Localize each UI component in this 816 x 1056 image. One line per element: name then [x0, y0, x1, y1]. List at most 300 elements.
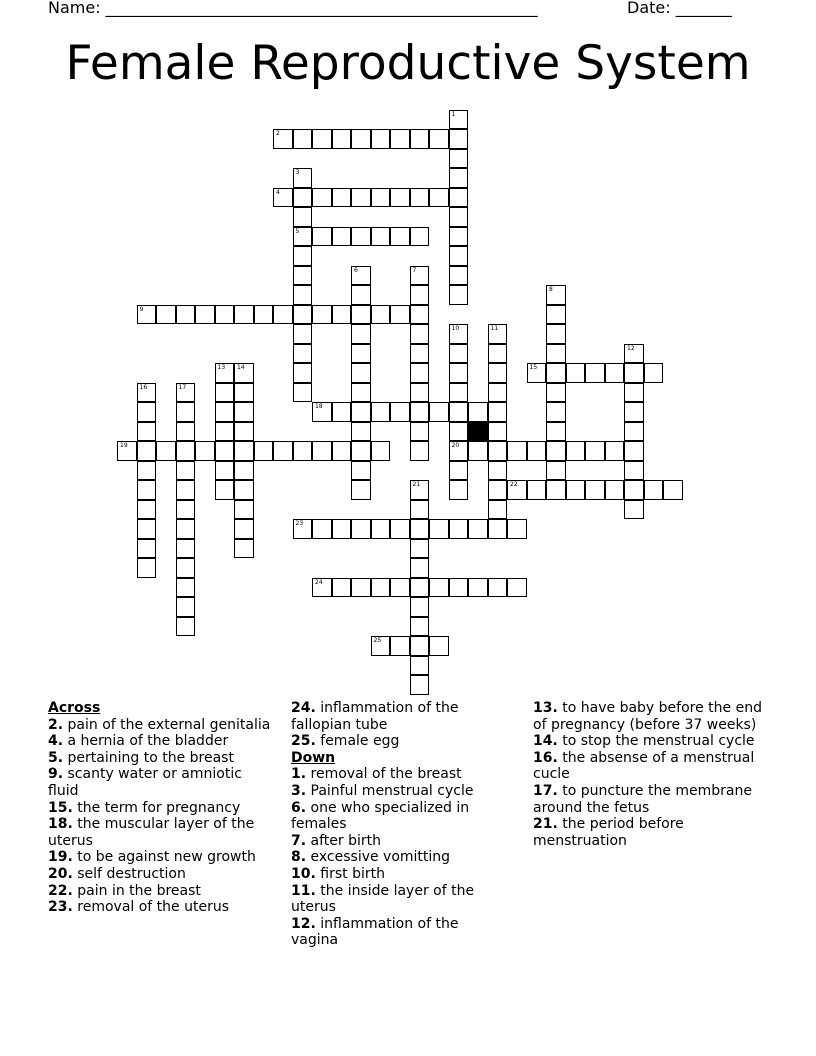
grid-cell[interactable]	[137, 383, 157, 403]
clue-number: 24.	[291, 700, 316, 716]
grid-cell[interactable]	[332, 519, 352, 539]
grid-cell[interactable]	[215, 402, 235, 422]
grid-cell[interactable]	[488, 383, 508, 403]
grid-cell[interactable]	[605, 363, 625, 383]
grid-cell[interactable]	[215, 422, 235, 442]
grid-cell[interactable]	[176, 461, 196, 481]
grid-cell[interactable]	[410, 480, 430, 500]
clue-number: 18.	[48, 816, 73, 833]
grid-cell[interactable]	[234, 461, 254, 481]
grid-cell[interactable]	[449, 344, 469, 364]
grid-cell[interactable]	[332, 188, 352, 208]
grid-cell[interactable]	[410, 500, 430, 520]
clue-item	[533, 733, 773, 750]
grid-cell[interactable]	[468, 578, 488, 598]
grid-cell[interactable]	[624, 461, 644, 481]
grid-cell[interactable]	[351, 285, 371, 305]
grid-cell[interactable]	[449, 149, 469, 169]
grid-cell[interactable]	[449, 578, 469, 598]
grid-cell[interactable]	[449, 285, 469, 305]
grid-cell[interactable]	[137, 500, 157, 520]
grid-cell[interactable]	[137, 422, 157, 442]
grid-cell[interactable]	[293, 266, 313, 286]
grid-cell[interactable]	[293, 441, 313, 461]
grid-cell[interactable]	[449, 441, 469, 461]
clue-number: 12.	[291, 915, 316, 932]
grid-cell[interactable]	[449, 266, 469, 286]
grid-cell[interactable]	[449, 246, 469, 266]
grid-cell[interactable]	[488, 519, 508, 539]
grid-cell[interactable]	[176, 539, 196, 559]
grid-cell[interactable]	[332, 305, 352, 325]
grid-cell[interactable]	[137, 519, 157, 539]
grid-cell[interactable]	[351, 480, 371, 500]
grid-cell[interactable]	[371, 636, 391, 656]
cell-number: 13	[217, 364, 226, 371]
grid-cell[interactable]	[176, 441, 196, 461]
grid-cell[interactable]	[410, 227, 430, 247]
clue-number: 16.	[533, 749, 558, 766]
grid-cell[interactable]	[449, 188, 469, 208]
grid-cell[interactable]	[624, 383, 644, 403]
grid-cell[interactable]	[351, 324, 371, 344]
grid-cell[interactable]	[566, 480, 586, 500]
grid-cell[interactable]	[371, 578, 391, 598]
grid-cell[interactable]	[195, 305, 215, 325]
clue-item	[48, 733, 276, 750]
clue-number: 6.	[291, 799, 307, 816]
grid-cell[interactable]	[176, 305, 196, 325]
grid-cell[interactable]	[234, 422, 254, 442]
grid-cell[interactable]	[332, 578, 352, 598]
grid-cell[interactable]	[488, 422, 508, 442]
grid-cell[interactable]	[546, 422, 566, 442]
grid-cell[interactable]	[566, 441, 586, 461]
grid-cell[interactable]	[332, 441, 352, 461]
clue-number: 13.	[533, 700, 558, 716]
grid-cell[interactable]	[312, 188, 332, 208]
grid-cell[interactable]	[527, 363, 547, 383]
grid-cell[interactable]	[390, 578, 410, 598]
cell-number: 8	[549, 286, 553, 293]
cell-number: 7	[412, 266, 417, 274]
grid-cell[interactable]	[624, 422, 644, 442]
grid-cell[interactable]	[449, 110, 469, 130]
grid-cell[interactable]	[351, 383, 371, 403]
grid-cell[interactable]	[351, 422, 371, 442]
grid-cell[interactable]	[624, 480, 644, 500]
cell-number: 21	[412, 481, 421, 488]
grid-cell[interactable]	[644, 363, 664, 383]
clue-text: pain in the breast	[72, 882, 201, 899]
grid-cell[interactable]	[468, 519, 488, 539]
grid-cell[interactable]	[644, 480, 664, 500]
grid-cell[interactable]	[488, 461, 508, 481]
grid-cell[interactable]	[176, 578, 196, 598]
clue-number: 9.	[48, 766, 64, 783]
grid-cell[interactable]	[117, 441, 137, 461]
grid-cell[interactable]	[546, 480, 566, 500]
grid-cell[interactable]	[410, 305, 430, 325]
grid-cell[interactable]	[351, 461, 371, 481]
cell-number: 22	[510, 481, 518, 488]
cell-number: 17	[178, 383, 187, 391]
grid-cell[interactable]	[312, 441, 332, 461]
grid-cell[interactable]	[312, 129, 332, 149]
grid-cell[interactable]	[410, 539, 430, 559]
clue-text: to puncture the membrane around the fetus	[533, 782, 752, 816]
grid-cell[interactable]	[488, 500, 508, 520]
clue-text: the term for pregnancy	[72, 799, 241, 816]
grid-cell[interactable]	[449, 422, 469, 442]
cell-number: 4	[276, 188, 280, 196]
clue-item	[48, 717, 276, 734]
clue-text: the absense of a menstrual cucle	[533, 749, 755, 783]
grid-cell[interactable]	[371, 188, 391, 208]
grid-cell[interactable]	[234, 539, 254, 559]
grid-cell[interactable]	[293, 227, 313, 247]
grid-block	[468, 422, 488, 442]
grid-cell[interactable]	[546, 305, 566, 325]
grid-cell[interactable]	[293, 344, 313, 364]
grid-cell[interactable]	[293, 305, 313, 325]
grid-cell[interactable]	[410, 636, 430, 656]
grid-cell[interactable]	[371, 441, 391, 461]
grid-cell[interactable]	[332, 402, 352, 422]
grid-cell[interactable]	[449, 168, 469, 188]
grid-cell[interactable]	[507, 578, 527, 598]
grid-cell[interactable]	[429, 578, 449, 598]
grid-cell[interactable]	[234, 305, 254, 325]
grid-cell[interactable]	[254, 441, 274, 461]
grid-cell[interactable]	[351, 402, 371, 422]
grid-cell[interactable]	[234, 519, 254, 539]
clue-number: 2.	[48, 716, 64, 733]
cell-number: 2	[276, 130, 280, 137]
grid-cell[interactable]	[449, 402, 469, 422]
grid-cell[interactable]	[215, 480, 235, 500]
clue-item	[291, 783, 501, 800]
clue-text: pertaining to the breast	[63, 749, 234, 766]
clue-text: pain of the external genitalia	[63, 716, 271, 733]
clue-item	[291, 766, 501, 783]
clue-item	[291, 800, 501, 833]
grid-cell[interactable]	[176, 558, 196, 578]
clue-number: 11.	[291, 882, 316, 899]
grid-cell[interactable]	[488, 578, 508, 598]
grid-cell[interactable]	[234, 402, 254, 422]
grid-cell[interactable]	[585, 480, 605, 500]
grid-cell[interactable]	[410, 363, 430, 383]
grid-cell[interactable]	[429, 519, 449, 539]
grid-cell[interactable]	[371, 402, 391, 422]
grid-cell[interactable]	[234, 441, 254, 461]
grid-cell[interactable]	[468, 402, 488, 422]
grid-cell[interactable]	[527, 480, 547, 500]
cell-number: 23	[295, 520, 304, 527]
grid-cell[interactable]	[176, 480, 196, 500]
grid-cell[interactable]	[410, 422, 430, 442]
grid-cell[interactable]	[410, 383, 430, 403]
grid-cell[interactable]	[410, 129, 430, 149]
grid-cell[interactable]	[215, 305, 235, 325]
grid-cell[interactable]	[605, 441, 625, 461]
grid-cell[interactable]	[312, 578, 332, 598]
clue-text: the inside layer of the uterus	[291, 882, 475, 916]
grid-cell[interactable]	[488, 344, 508, 364]
grid-cell[interactable]	[351, 578, 371, 598]
grid-cell[interactable]	[410, 324, 430, 344]
clue-number: 8.	[291, 849, 307, 866]
grid-cell[interactable]	[507, 441, 527, 461]
grid-cell[interactable]	[351, 344, 371, 364]
grid-cell[interactable]	[254, 305, 274, 325]
grid-cell[interactable]	[624, 402, 644, 422]
grid-cell[interactable]	[293, 168, 313, 188]
grid-cell[interactable]	[351, 441, 371, 461]
grid-cell[interactable]	[176, 422, 196, 442]
grid-cell[interactable]	[449, 363, 469, 383]
grid-cell[interactable]	[390, 188, 410, 208]
clue-item	[48, 899, 276, 916]
clue-item	[291, 916, 501, 949]
grid-cell[interactable]	[449, 129, 469, 149]
grid-cell[interactable]	[390, 305, 410, 325]
grid-cell[interactable]	[546, 441, 566, 461]
grid-cell[interactable]	[371, 519, 391, 539]
grid-cell[interactable]	[351, 129, 371, 149]
clue-text: Painful menstrual cycle	[306, 782, 474, 799]
grid-cell[interactable]	[507, 480, 527, 500]
clue-item	[533, 700, 773, 733]
grid-cell[interactable]	[390, 402, 410, 422]
grid-cell[interactable]	[156, 441, 176, 461]
clue-item	[48, 800, 276, 817]
grid-cell[interactable]	[527, 441, 547, 461]
grid-cell[interactable]	[390, 636, 410, 656]
grid-cell[interactable]	[312, 519, 332, 539]
grid-cell[interactable]	[449, 324, 469, 344]
clue-text: one who specialized in females	[291, 799, 470, 833]
grid-cell[interactable]	[624, 363, 644, 383]
grid-cell[interactable]	[137, 441, 157, 461]
grid-cell[interactable]	[585, 363, 605, 383]
clue-number: 25.	[291, 733, 316, 750]
grid-cell[interactable]	[488, 441, 508, 461]
grid-cell[interactable]	[156, 305, 176, 325]
grid-cell[interactable]	[410, 344, 430, 364]
clue-item	[291, 883, 501, 916]
grid-cell[interactable]	[215, 363, 235, 383]
grid-cell[interactable]	[332, 129, 352, 149]
name-field[interactable]: Name: ______________________________________________________	[48, 0, 538, 17]
grid-cell[interactable]	[351, 363, 371, 383]
grid-cell[interactable]	[429, 188, 449, 208]
cell-number: 1	[451, 110, 456, 118]
grid-cell[interactable]	[176, 519, 196, 539]
grid-cell[interactable]	[410, 441, 430, 461]
grid-cell[interactable]	[273, 188, 293, 208]
grid-cell[interactable]	[273, 129, 293, 149]
grid-cell[interactable]	[293, 207, 313, 227]
grid-cell[interactable]	[176, 617, 196, 637]
grid-cell[interactable]	[449, 227, 469, 247]
grid-cell[interactable]	[137, 558, 157, 578]
clue-text: scanty water or amniotic fluid	[48, 766, 242, 799]
grid-cell[interactable]	[546, 285, 566, 305]
clue-text: excessive vomitting	[306, 849, 451, 866]
clue-text: first birth	[315, 865, 385, 882]
grid-cell[interactable]	[351, 305, 371, 325]
grid-cell[interactable]	[546, 363, 566, 383]
grid-cell[interactable]	[371, 227, 391, 247]
grid-cell[interactable]	[663, 480, 683, 500]
clue-number: 19.	[48, 849, 73, 866]
grid-cell[interactable]	[624, 441, 644, 461]
grid-cell[interactable]	[293, 285, 313, 305]
grid-cell[interactable]	[234, 500, 254, 520]
page-title: Female Reproductive System	[65, 36, 751, 91]
grid-cell[interactable]	[468, 441, 488, 461]
clue-number: 22.	[48, 882, 73, 899]
cell-number: 18	[315, 403, 323, 410]
grid-cell[interactable]	[429, 129, 449, 149]
grid-cell[interactable]	[137, 305, 157, 325]
grid-cell[interactable]	[390, 519, 410, 539]
grid-cell[interactable]	[429, 402, 449, 422]
grid-cell[interactable]	[137, 480, 157, 500]
grid-cell[interactable]	[585, 441, 605, 461]
clue-item	[48, 816, 276, 849]
clue-item	[291, 849, 501, 866]
cell-number: 12	[627, 344, 635, 352]
grid-cell[interactable]	[215, 461, 235, 481]
clue-column-3	[533, 700, 773, 849]
grid-cell[interactable]	[293, 519, 313, 539]
clue-item	[291, 700, 501, 733]
grid-cell[interactable]	[410, 597, 430, 617]
grid-cell[interactable]	[390, 129, 410, 149]
grid-cell[interactable]	[215, 441, 235, 461]
grid-cell[interactable]	[546, 383, 566, 403]
clue-number: 5.	[48, 749, 64, 766]
grid-cell[interactable]	[176, 383, 196, 403]
grid-cell[interactable]	[215, 383, 235, 403]
grid-cell[interactable]	[293, 188, 313, 208]
grid-cell[interactable]	[546, 402, 566, 422]
grid-cell[interactable]	[176, 597, 196, 617]
grid-cell[interactable]	[351, 227, 371, 247]
grid-cell[interactable]	[449, 207, 469, 227]
clue-number: 1.	[291, 766, 307, 783]
grid-cell[interactable]	[410, 558, 430, 578]
cell-number: 3	[295, 169, 300, 176]
cell-number: 5	[295, 227, 300, 235]
grid-cell[interactable]	[624, 344, 644, 364]
grid-cell[interactable]	[234, 383, 254, 403]
grid-cell[interactable]	[546, 344, 566, 364]
grid-cell[interactable]	[137, 402, 157, 422]
grid-cell[interactable]	[410, 519, 430, 539]
grid-cell[interactable]	[293, 383, 313, 403]
clue-number: 10.	[291, 865, 316, 882]
grid-cell[interactable]	[351, 188, 371, 208]
grid-cell[interactable]	[137, 539, 157, 559]
cell-number: 20	[451, 442, 460, 449]
cell-number: 16	[139, 383, 148, 391]
grid-cell[interactable]	[488, 402, 508, 422]
grid-cell[interactable]	[410, 266, 430, 286]
grid-cell[interactable]	[234, 480, 254, 500]
grid-cell[interactable]	[449, 480, 469, 500]
clue-number: 15.	[48, 799, 73, 816]
grid-cell[interactable]	[449, 519, 469, 539]
grid-cell[interactable]	[293, 324, 313, 344]
grid-cell[interactable]	[449, 383, 469, 403]
grid-cell[interactable]	[195, 441, 215, 461]
grid-cell[interactable]	[566, 363, 586, 383]
grid-cell[interactable]	[507, 519, 527, 539]
grid-cell[interactable]	[312, 305, 332, 325]
grid-cell[interactable]	[488, 363, 508, 383]
clue-item	[533, 750, 773, 783]
date-field[interactable]: Date: _______	[627, 0, 732, 17]
cell-number: 14	[237, 364, 245, 371]
grid-cell[interactable]	[546, 324, 566, 344]
grid-cell[interactable]	[293, 246, 313, 266]
grid-cell[interactable]	[351, 519, 371, 539]
grid-cell[interactable]	[137, 461, 157, 481]
grid-cell[interactable]	[546, 461, 566, 481]
grid-cell[interactable]	[410, 285, 430, 305]
grid-cell[interactable]	[234, 363, 254, 383]
grid-cell[interactable]	[429, 636, 449, 656]
grid-cell[interactable]	[449, 461, 469, 481]
grid-cell[interactable]	[273, 441, 293, 461]
grid-cell[interactable]	[273, 305, 293, 325]
grid-cell[interactable]	[332, 227, 352, 247]
grid-cell[interactable]	[605, 480, 625, 500]
grid-cell[interactable]	[176, 402, 196, 422]
down-heading: Down	[291, 749, 336, 766]
clue-text: to be against new growth	[72, 849, 256, 866]
grid-cell[interactable]	[390, 227, 410, 247]
grid-cell[interactable]	[410, 402, 430, 422]
grid-cell[interactable]	[410, 656, 430, 676]
clue-item	[48, 883, 276, 900]
grid-cell[interactable]	[410, 617, 430, 637]
grid-cell[interactable]	[488, 480, 508, 500]
grid-cell[interactable]	[624, 500, 644, 520]
grid-cell[interactable]	[293, 363, 313, 383]
clue-item	[291, 733, 501, 750]
grid-cell[interactable]	[410, 188, 430, 208]
grid-cell[interactable]	[176, 500, 196, 520]
grid-cell[interactable]	[312, 402, 332, 422]
grid-cell[interactable]	[312, 227, 332, 247]
grid-cell[interactable]	[293, 129, 313, 149]
grid-cell[interactable]	[371, 305, 391, 325]
cell-number: 24	[315, 578, 323, 586]
clue-number: 14.	[533, 733, 558, 750]
clue-number: 3.	[291, 782, 307, 799]
grid-cell[interactable]	[351, 266, 371, 286]
grid-cell[interactable]	[410, 578, 430, 598]
grid-cell[interactable]	[410, 675, 430, 695]
clue-item	[533, 816, 773, 849]
grid-cell[interactable]	[488, 324, 508, 344]
grid-cell[interactable]	[371, 129, 391, 149]
